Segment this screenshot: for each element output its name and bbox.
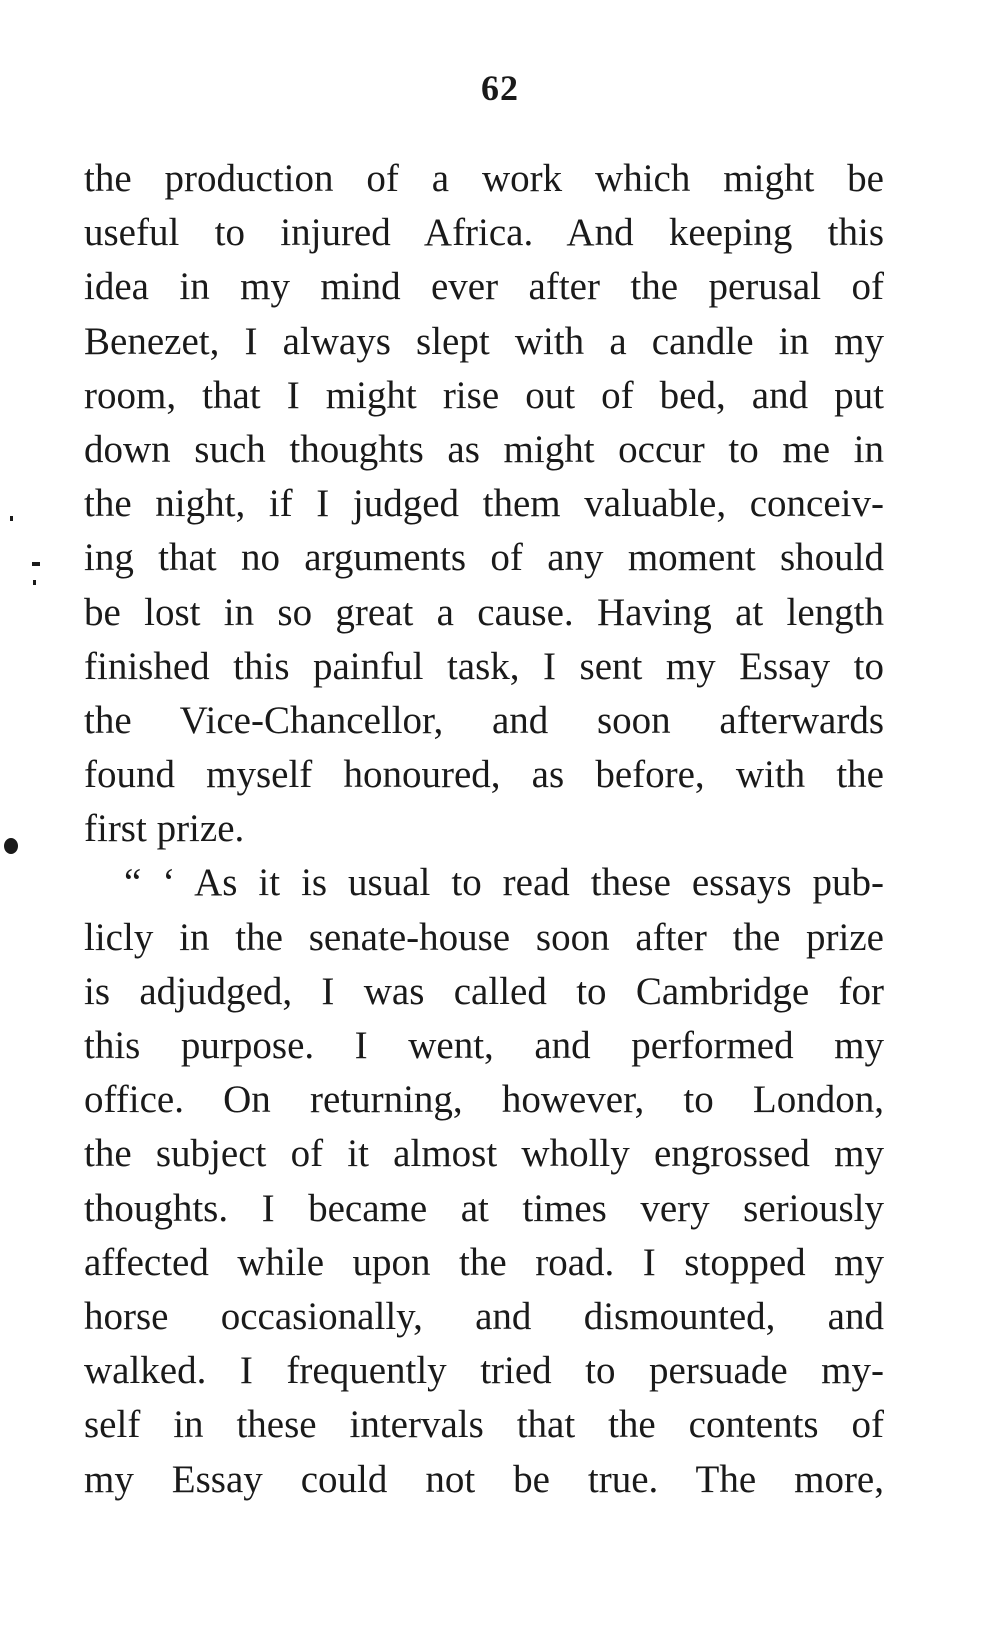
- margin-speck: [32, 562, 40, 566]
- text-line: licly in the senate-house soon after the prize: [84, 915, 884, 959]
- text-line: my Essay could not be true. The more,: [84, 1457, 884, 1501]
- text-line: the Vice-Chancellor, and soon afterwards: [84, 698, 884, 742]
- text-line: office. On returning, however, to London,: [84, 1078, 884, 1122]
- text-line: be lost in so great a cause. Having at length: [84, 590, 884, 634]
- text-line: the subject of it almost wholly engrossed my: [84, 1132, 884, 1176]
- text-line: useful to injured Africa. And keeping this: [84, 211, 884, 255]
- text-line: self in these intervals that the contents of: [84, 1403, 884, 1447]
- text-line: walked. I frequently tried to persuade my-: [84, 1349, 884, 1393]
- margin-speck: [33, 580, 36, 585]
- text-line: first prize.: [84, 807, 245, 851]
- text-line: ing that no arguments of any moment should: [84, 536, 884, 580]
- margin-bullet-mark: [4, 838, 18, 854]
- text-line: Benezet, I always slept with a candle in my: [84, 319, 884, 363]
- margin-speck: [10, 516, 13, 521]
- text-line: thoughts. I became at times very seriously: [84, 1186, 884, 1230]
- text-line: finished this painful task, I sent my Essay to: [84, 644, 884, 688]
- body-text: [84, 152, 884, 1507]
- page-number: 62: [481, 68, 519, 108]
- text-line: down such thoughts as might occur to me in: [84, 427, 884, 471]
- text-line: horse occasionally, and dismounted, and: [84, 1294, 884, 1338]
- text-line: this purpose. I went, and performed my: [84, 1024, 884, 1067]
- text-line: the night, if I judged them valuable, conceiv-: [84, 482, 884, 526]
- text-line: “ ‘ As it is usual to read these essays pub-: [124, 861, 884, 905]
- text-line: affected while upon the road. I stopped my: [84, 1240, 884, 1284]
- text-line: is adjudged, I was called to Cambridge for: [84, 969, 884, 1013]
- text-line: room, that I might rise out of bed, and put: [84, 373, 884, 417]
- text-line: found myself honoured, as before, with the: [84, 753, 884, 797]
- text-line: idea in my mind ever after the perusal of: [84, 265, 884, 309]
- text-line: the production of a work which might be: [84, 157, 884, 200]
